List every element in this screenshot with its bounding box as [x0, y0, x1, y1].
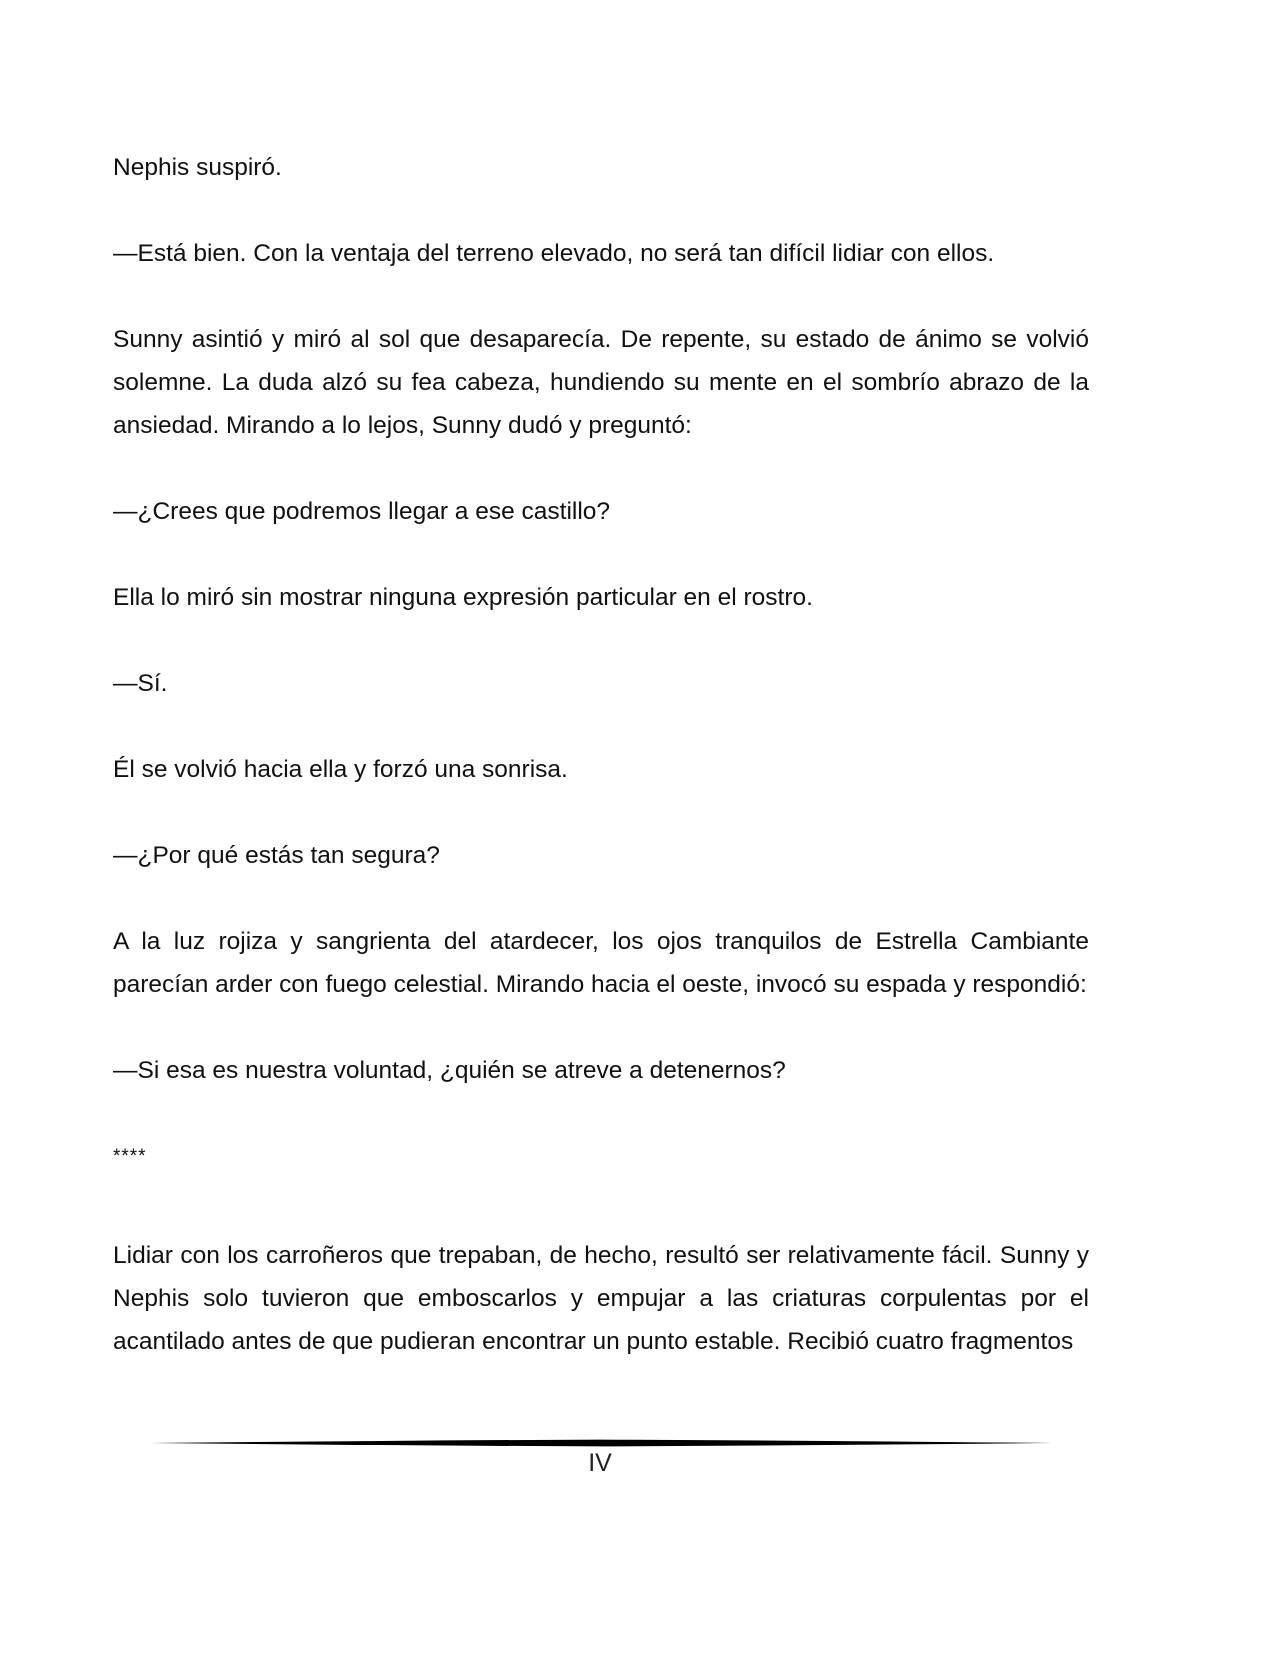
paragraph-2: —Está bien. Con la ventaja del terreno elevado, no será tan difícil lidiar con ellos. [113, 240, 995, 267]
paragraph-11: Lidiar con los carroñeros que trepaban, de hecho, resultó ser relativamente fácil. Sunny y Nephis solo tuvieron que emboscarlos y empujar a las criaturas corpulentas por el acantilado antes de que pudieran encontrar un punto estable. Recibió cuatro fragmentos [113, 1242, 1089, 1355]
page-number: IV [588, 1449, 612, 1477]
paragraph-10: —Si esa es nuestra voluntad, ¿quién se atreve a detenernos? [113, 1057, 786, 1084]
paragraph-8: —¿Por qué estás tan segura? [113, 842, 440, 869]
paragraph-5: Ella lo miró sin mostrar ninguna expresión particular en el rostro. [113, 584, 813, 611]
paragraph-6: —Sí. [113, 670, 168, 697]
scene-separator: **** [113, 1146, 147, 1167]
paragraph-9: A la luz rojiza y sangrienta del atardecer, los ojos tranquilos de Estrella Cambiante parecían arder con fuego celestial. Mirando hacia el oeste, invocó su espada y respondió: [113, 928, 1089, 998]
paragraph-1: Nephis suspiró. [113, 154, 282, 181]
paragraph-4: —¿Crees que podremos llegar a ese castillo? [113, 498, 611, 525]
paragraph-7: Él se volvió hacia ella y forzó una sonrisa. [113, 756, 568, 783]
paragraph-3: Sunny asintió y miró al sol que desaparecía. De repente, su estado de ánimo se volvió solemne. La duda alzó su fea cabeza, hundiendo su mente en el sombrío abrazo de la ansiedad. Mirando a lo lejos, Sunny dudó y preguntó: [113, 326, 1089, 439]
text-column [113, 146, 1089, 1406]
